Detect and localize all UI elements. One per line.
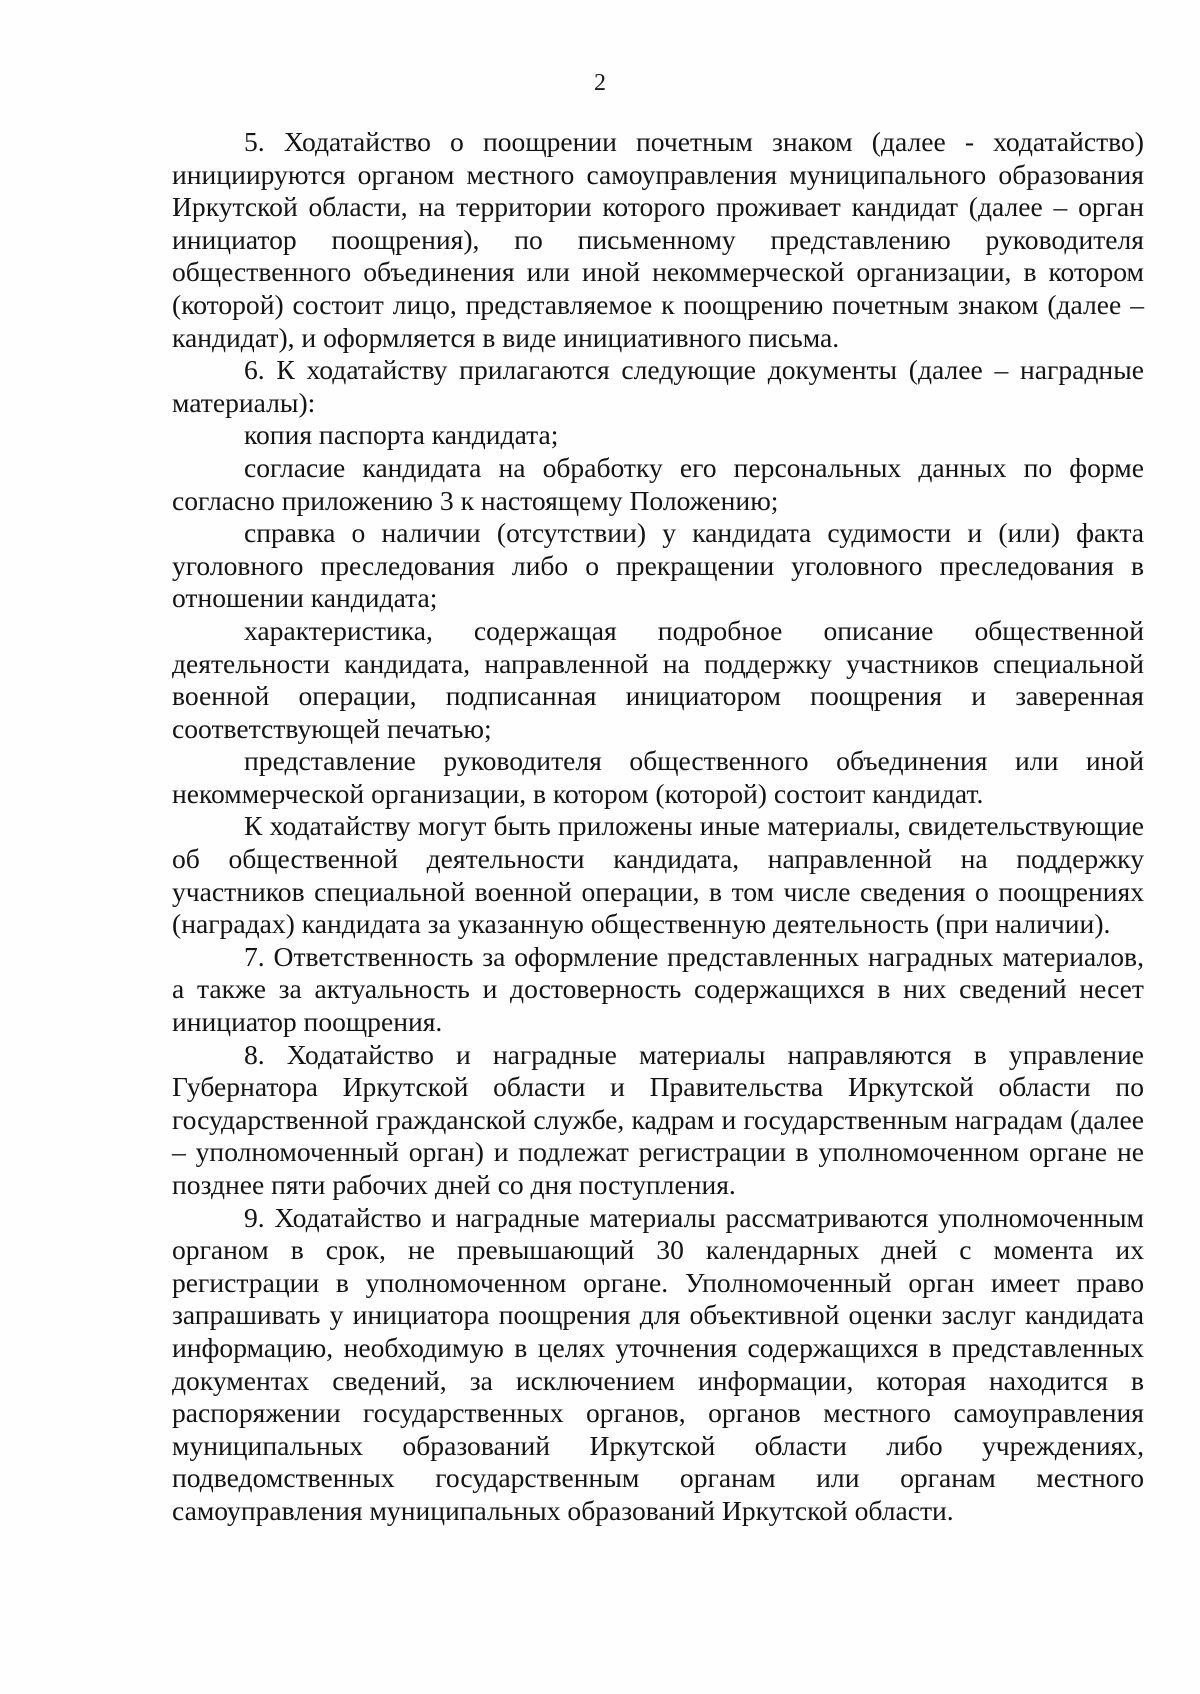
paragraph-8-submission: 8. Ходатайство и наградные материалы направляются в управление Губернатора Иркутской области и Правительства Иркутской области по государственной гражданской службе, кадрам и государственным наградам (далее – уполномоченный орган) и подлежат регистрации в уполномоченном органе не позднее пяти рабочих дней со дня поступления. [172,1038,1144,1200]
document-body [172,126,1144,1528]
list-item-representation: представление руководителя общественного объединения или иной некоммерческой организации, в котором (которой) состоит кандидат. [172,745,1144,809]
paragraph-6-documents: 6. К ходатайству прилагаются следующие документы (далее – наградные материалы): [172,354,1144,418]
list-item-criminal-record-certificate: справка о наличии (отсутствии) у кандидата судимости и (или) факта уголовного преследования либо о прекращении уголовного преследования в отношении кандидата; [172,517,1144,614]
paragraph-7-responsibility: 7. Ответственность за оформление представленных наградных материалов, а также за актуальность и достоверность содержащихся в них сведений несет инициатор поощрения. [172,940,1144,1038]
paragraph-other-materials: К ходатайству могут быть приложены иные материалы, свидетельствующие об общественной деятельности кандидата, направленной на поддержку участников специальной военной операции, в том числе сведения о поощрениях (наградах) кандидата за указанную общественную деятельность (при наличии). [172,810,1144,940]
list-item-characteristic: характеристика, содержащая подробное описание общественной деятельности кандидата, направленной на поддержку участников специальной военной операции, подписанная инициатором поощрения и заверенная соответствующей печатью; [172,614,1144,744]
page-number: 2 [594,70,606,96]
paragraph-5-petition: 5. Ходатайство о поощрении почетным знаком (далее - ходатайство) инициируются органом местного самоуправления муниципального образования Иркутской области, на территории которого проживает кандидат (далее – орган инициатор поощрения), по письменному представлению руководителя общественного объединения или иной некоммерческой организации, в котором (которой) состоит лицо, представляемое к поощрению почетным знаком (далее – кандидат), и оформляется в виде инициативного письма. [172,126,1144,353]
paragraph-9-review: 9. Ходатайство и наградные материалы рассматриваются уполномоченным органом в срок, не превышающий 30 календарных дней с момента их регистрации в уполномоченном органе. Уполномоченный орган имеет право запрашивать у инициатора поощрения для объективной оценки заслуг кандидата информацию, необходимую в целях уточнения содержащихся в представленных документах сведений, за исключением информации, которая находится в распоряжении государственных органов, органов местного самоуправления муниципальных образований Иркутской области либо учреждениях, подведомственных государственным органам или органам местного самоуправления муниципальных образований Иркутской области. [172,1201,1144,1526]
list-item-consent: согласие кандидата на обработку его персональных данных по форме согласно приложению 3 к настоящему Положению; [172,451,1144,516]
list-item-passport-copy: копия паспорта кандидата; [244,419,559,451]
